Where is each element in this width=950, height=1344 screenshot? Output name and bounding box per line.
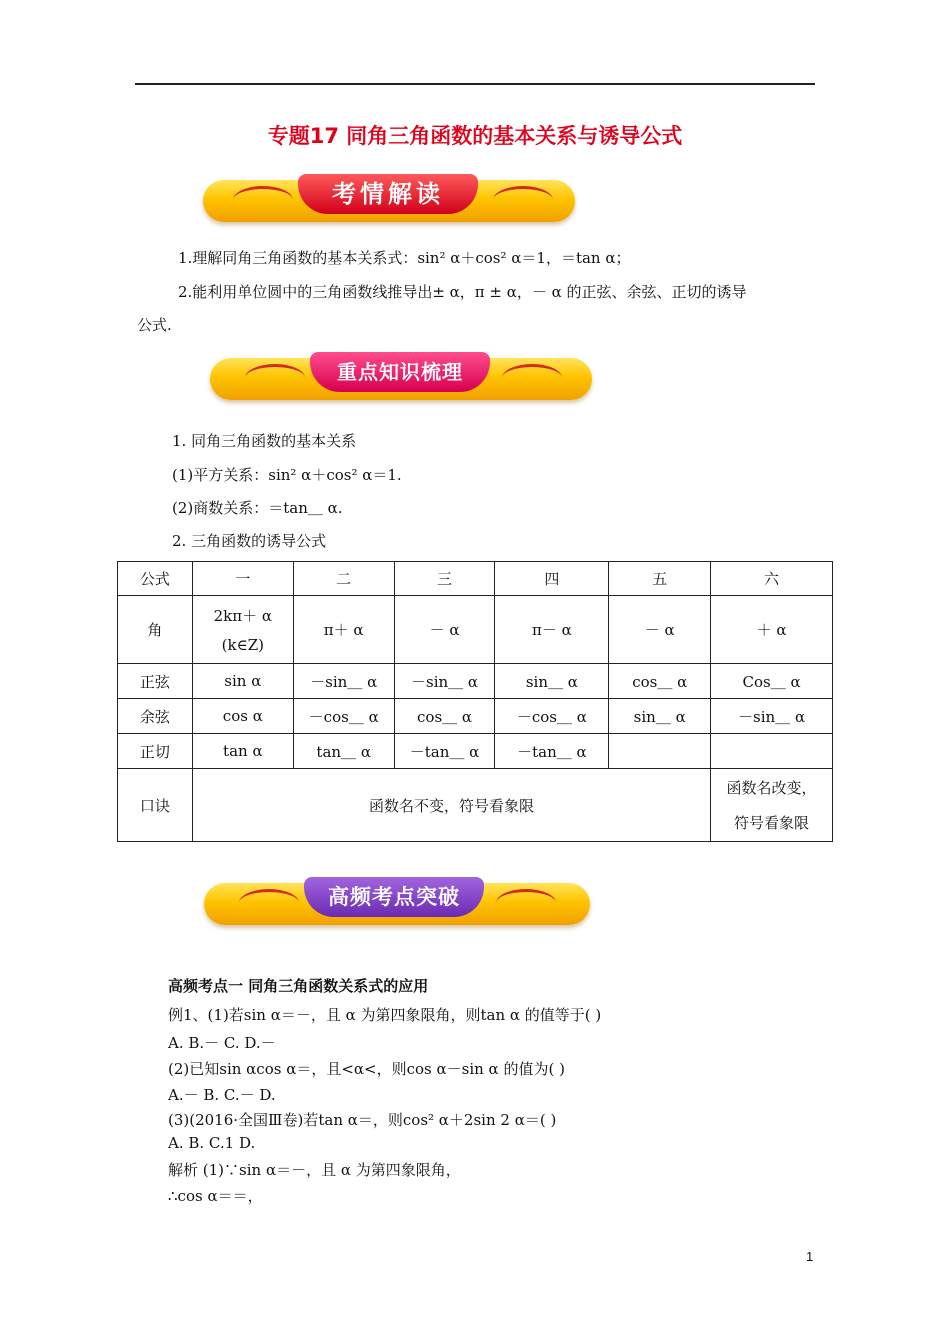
table-cell xyxy=(192,596,293,664)
example-line: A. B. C.1 D. xyxy=(168,1134,256,1152)
table-cell: 三 xyxy=(394,562,495,596)
swoosh-decoration xyxy=(239,889,299,917)
table-cell: Cos＿ α xyxy=(711,664,833,699)
banner-label: 高频考点突破 xyxy=(304,877,484,917)
top-rule xyxy=(135,83,815,85)
table-cell xyxy=(711,769,833,842)
table-cell: sin＿ α xyxy=(495,664,609,699)
table-cell: 公式 xyxy=(118,562,193,596)
table-cell: －sin＿ α xyxy=(293,664,394,699)
example-line: A. B.－ C. D.－ xyxy=(168,1034,276,1052)
banner-label: 考情解读 xyxy=(298,174,478,214)
table-cell xyxy=(711,734,833,769)
knowledge-para-2: (2)商数关系：＝tan＿ α. xyxy=(172,499,343,517)
table-cell: －cos＿ α xyxy=(293,699,394,734)
table-cell: ＋ α xyxy=(711,596,833,664)
table-row-angle xyxy=(118,596,833,664)
table-row-header xyxy=(118,562,833,596)
example-line: 解析 (1)∵sin α＝－，且 α 为第四象限角， xyxy=(168,1161,461,1179)
mnemonic-line: 符号看象限 xyxy=(734,814,810,832)
table-cell: π－ α xyxy=(495,596,609,664)
example-line: 例1、(1)若sin α＝－，且 α 为第四象限角，则tan α 的值等于( ) xyxy=(168,1006,602,1024)
table-cell: 余弦 xyxy=(118,699,193,734)
table-cell: tan α xyxy=(192,734,293,769)
page-number: 1 xyxy=(806,1249,814,1264)
page-title: 专题17 同角三角函数的基本关系与诱导公式 xyxy=(267,124,683,148)
table-cell: －tan＿ α xyxy=(394,734,495,769)
table-row-mnemonic xyxy=(118,769,833,842)
table-cell: －sin＿ α xyxy=(711,699,833,734)
table-cell: 二 xyxy=(293,562,394,596)
example-line: (2)已知sin αcos α＝，且<α<，则cos α－sin α 的值为( ) xyxy=(168,1060,565,1078)
table-cell: sin＿ α xyxy=(609,699,711,734)
table-cell: － α xyxy=(394,596,495,664)
table-row-tan xyxy=(118,734,833,769)
table-cell: cos＿ α xyxy=(609,664,711,699)
example-line: (3)(2016·全国Ⅲ卷)若tan α＝，则cos² α＋2sin 2 α＝( ) xyxy=(168,1111,557,1129)
swoosh-decoration xyxy=(496,889,556,917)
mnemonic-line: 函数名改变， xyxy=(726,779,817,797)
section-heading: 高频考点一 同角三角函数关系式的应用 xyxy=(168,977,429,995)
banner-high-frequency xyxy=(204,883,590,925)
swoosh-decoration xyxy=(502,364,562,392)
example-line: ∴cos α＝＝， xyxy=(168,1187,263,1205)
induction-formula-table xyxy=(117,561,833,842)
table-row-sin xyxy=(118,664,833,699)
table-cell: 四 xyxy=(495,562,609,596)
example-line: A.－ B. C.－ D. xyxy=(168,1086,276,1104)
table-cell: 五 xyxy=(609,562,711,596)
table-cell: π＋ α xyxy=(293,596,394,664)
table-cell: 六 xyxy=(711,562,833,596)
intro-line-3: 公式. xyxy=(137,316,172,334)
banner-label: 重点知识梳理 xyxy=(310,352,490,392)
table-cell: 函数名不变，符号看象限 xyxy=(192,769,710,842)
angle-formula: 2kπ＋ α xyxy=(213,607,273,625)
angle-condition: (k∈Z) xyxy=(221,636,264,654)
table-cell: cos α xyxy=(192,699,293,734)
swoosh-decoration xyxy=(245,364,305,392)
banner-key-points xyxy=(210,358,592,400)
table-cell: 正切 xyxy=(118,734,193,769)
banner-exam-reading xyxy=(203,180,575,222)
intro-line-1: 1.理解同角三角函数的基本关系式：sin² α＋cos² α＝1，＝tan α； xyxy=(178,249,631,267)
table-cell: cos＿ α xyxy=(394,699,495,734)
swoosh-decoration xyxy=(233,186,293,214)
knowledge-para-1: (1)平方关系：sin² α＋cos² α＝1. xyxy=(172,466,402,484)
table-cell: － α xyxy=(609,596,711,664)
table-cell: 角 xyxy=(118,596,193,664)
table-cell xyxy=(609,734,711,769)
swoosh-decoration xyxy=(493,186,553,214)
table-cell: －cos＿ α xyxy=(495,699,609,734)
table-row-cos xyxy=(118,699,833,734)
table-cell: 口诀 xyxy=(118,769,193,842)
table-cell: sin α xyxy=(192,664,293,699)
table-cell: －tan＿ α xyxy=(495,734,609,769)
table-cell: 一 xyxy=(192,562,293,596)
table-cell: tan＿ α xyxy=(293,734,394,769)
table-cell: －sin＿ α xyxy=(394,664,495,699)
table-cell: 正弦 xyxy=(118,664,193,699)
knowledge-heading-1: 1. 同角三角函数的基本关系 xyxy=(172,432,357,450)
knowledge-heading-2: 2. 三角函数的诱导公式 xyxy=(172,532,327,550)
intro-line-2: 2.能利用单位圆中的三角函数线推导出± α，π ± α，－ α 的正弦、余弦、正切的诱导 xyxy=(178,283,747,301)
